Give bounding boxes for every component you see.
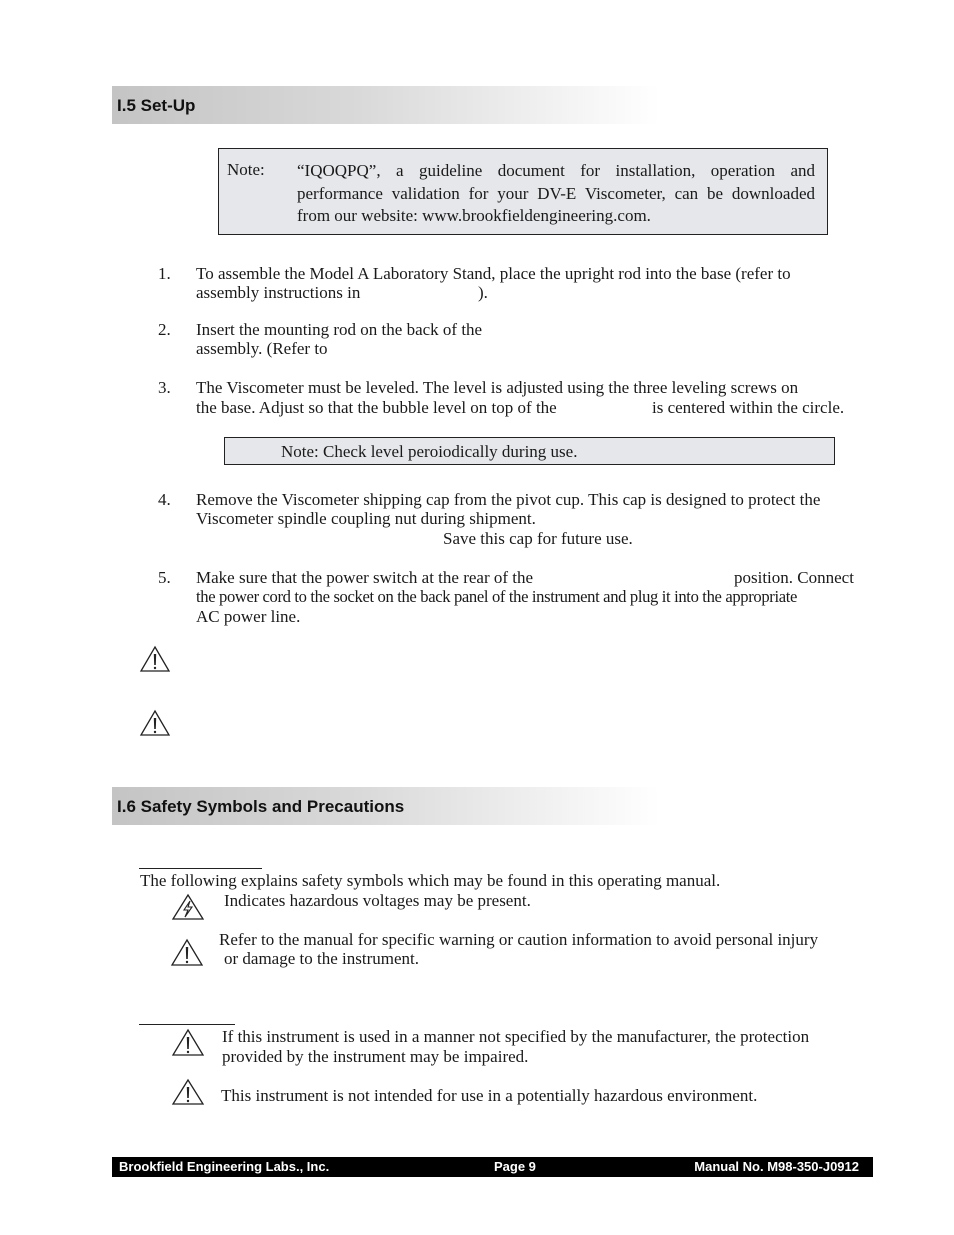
step-3-line-2b: is centered within the circle. — [652, 398, 845, 417]
hazardous-environment-warning: This instrument is not intended for use in a potentially hazardous environment. — [221, 1086, 758, 1105]
step-2-line-2: assembly. (Refer to — [196, 339, 328, 358]
step-1-line-2b: ). — [478, 283, 488, 302]
step-4-line-2: Viscometer spindle coupling nut during shipment. — [196, 509, 536, 528]
caution-triangle-icon — [139, 709, 171, 737]
heading-underline — [139, 868, 262, 869]
section-header-safety — [112, 787, 660, 825]
note-text: Note: Check level peroiodically during use. — [281, 442, 578, 461]
impaired-warning-line-2: provided by the instrument may be impaired. — [222, 1047, 529, 1066]
step-5-line-1b: position. Connect — [734, 568, 854, 587]
footer-company: Brookfield Engineering Labs., Inc. — [119, 1159, 330, 1174]
step-number: 2. — [158, 320, 171, 339]
step-1-line-1: To assemble the Model A Laboratory Stand, place the upright rod into the base (refer to — [196, 264, 791, 283]
impaired-warning-line-1: If this instrument is used in a manner not specified by the manufacturer, the protection — [222, 1027, 810, 1046]
caution-triangle-icon — [171, 1078, 205, 1106]
safety-intro: The following explains safety symbols which may be found in this operating manual. — [140, 871, 721, 890]
step-number: 1. — [158, 264, 171, 283]
step-number: 5. — [158, 568, 171, 587]
page-footer — [112, 1157, 873, 1177]
caution-triangle-icon — [170, 938, 204, 967]
step-number: 4. — [158, 490, 171, 509]
caution-triangle-icon — [139, 645, 171, 673]
step-5-line-2: the power cord to the socket on the back panel of the instrument and plug it into the appropriate — [196, 587, 798, 606]
note-text: “IQOQPQ”, a guideline document for installation, operation and performance validation for your DV-E Viscometer, can be downloaded from our website: www.brookfieldengineering.com. — [297, 161, 815, 225]
step-5-line-3: AC power line. — [196, 607, 301, 626]
high-voltage-icon — [171, 893, 205, 921]
heading-underline — [139, 1024, 235, 1025]
step-4-line-3: Save this cap for future use. — [443, 529, 633, 548]
step-1-line-2a: assembly instructions in — [196, 283, 361, 302]
section-title: I.5 Set-Up — [117, 96, 196, 115]
note-box-iqoqpq — [218, 148, 828, 235]
step-number: 3. — [158, 378, 171, 397]
note-label: Note: — [227, 160, 265, 179]
step-3-line-1: The Viscometer must be leveled. The level is adjusted using the three leveling screws on — [196, 378, 799, 397]
manual-warning-line-1: Refer to the manual for specific warning or caution information to avoid personal injury — [219, 930, 819, 949]
step-3-line-2a: the base. Adjust so that the bubble level on top of the — [196, 398, 557, 417]
section-title: I.6 Safety Symbols and Precautions — [117, 797, 405, 816]
note-box-level-check — [224, 437, 835, 465]
step-4-line-1: Remove the Viscometer shipping cap from the pivot cup. This cap is designed to protect the — [196, 490, 821, 509]
step-2-line-1: Insert the mounting rod on the back of the — [196, 320, 483, 339]
footer-manual-number: Manual No. M98-350-J0912 — [694, 1159, 859, 1174]
caution-triangle-icon — [171, 1028, 205, 1057]
voltage-description: Indicates hazardous voltages may be present. — [224, 891, 531, 910]
step-5-line-1a: Make sure that the power switch at the rear of the — [196, 568, 534, 587]
footer-page-number: Page 9 — [494, 1159, 536, 1174]
section-header-setup — [112, 86, 660, 124]
manual-warning-line-2: or damage to the instrument. — [224, 949, 419, 968]
